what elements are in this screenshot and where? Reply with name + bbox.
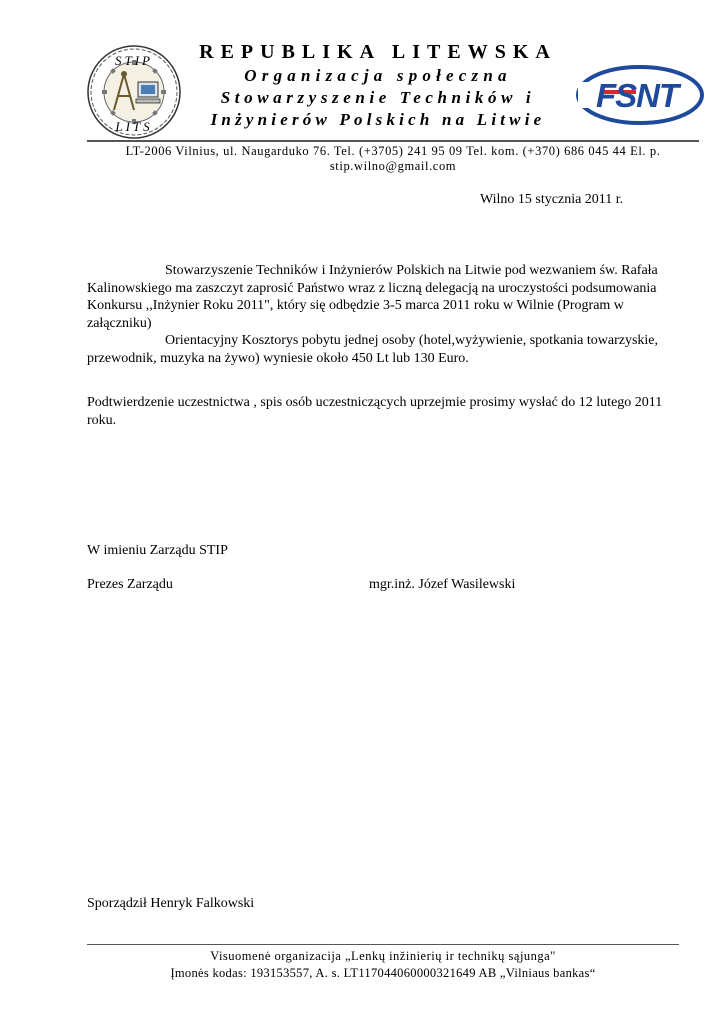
fsnt-logo-text: FSNT xyxy=(596,77,679,114)
email-line: stip.wilno@gmail.com xyxy=(329,159,457,173)
header-divider xyxy=(87,140,699,142)
header-address xyxy=(87,144,699,174)
paragraph-cost: Orientacyjny Kosztorys pobytu jednej osoby (hotel,wyżywienie, spotkania towarzyskie, przewodnik, muzyka na żywo) wyniesie około 450 Lt lub 130 Euro. xyxy=(87,333,658,366)
stip-logo xyxy=(86,44,182,140)
footer-org-name: Visuomenė organizacija „Lenkų inžinierių ir technikų sąjunga" xyxy=(210,949,556,963)
signature-on-behalf: W imieniu Zarządu STIP xyxy=(87,543,228,558)
paragraph-invitation: Stowarzyszenie Techników i Inżynierów Polskich na Litwie pod wezwaniem św. Rafała Kalinowskiego ma zaszczyt zaprosić Państwo wraz z liczną delegacją na uroczystości podsumowania Konkursu ,,Inżynier Roku 2011", który się odbędzie 3-5 marca 2011 roku w Wilnie (Program w załączniku) xyxy=(87,263,658,331)
stip-logo-top-text: STIP xyxy=(115,53,153,68)
header-org-name-2: Inżynierów Polskich na Litwie xyxy=(210,110,546,129)
address-line: LT-2006 Vilnius, ul. Naugarduko 76. Tel. (+3705) 241 95 09 Tel. kom. (+370) 686 045 44 El. p. xyxy=(125,144,661,158)
letter-body xyxy=(87,262,687,368)
fsnt-logo xyxy=(574,62,706,128)
letter-date: Wilno 15 stycznia 2011 r. xyxy=(480,192,624,207)
header-org-name-1: Stowarzyszenie Techników i xyxy=(220,88,536,107)
footer-divider xyxy=(87,944,679,945)
paragraph-confirmation: Podtwierdzenie uczestnictwa , spis osób uczestniczących uprzejmie prosimy wysłać do 12 lutego 2011 roku. xyxy=(87,395,663,428)
prepared-by: Sporządził Henryk Falkowski xyxy=(87,896,255,911)
header-country: REPUBLIKA LITEWSKA xyxy=(199,41,557,63)
stip-logo-bottom-text: LITS xyxy=(115,119,153,134)
signature-name: mgr.inż. Józef Wasilewski xyxy=(369,577,516,592)
header-org-type: Organizacja społeczna xyxy=(244,66,512,85)
footer-bank-info: Įmonės kodas: 193153557, A. s. LT117044060000321649 AB „Vilniaus bankas“ xyxy=(170,966,596,980)
signature-role: Prezes Zarządu xyxy=(87,577,173,592)
